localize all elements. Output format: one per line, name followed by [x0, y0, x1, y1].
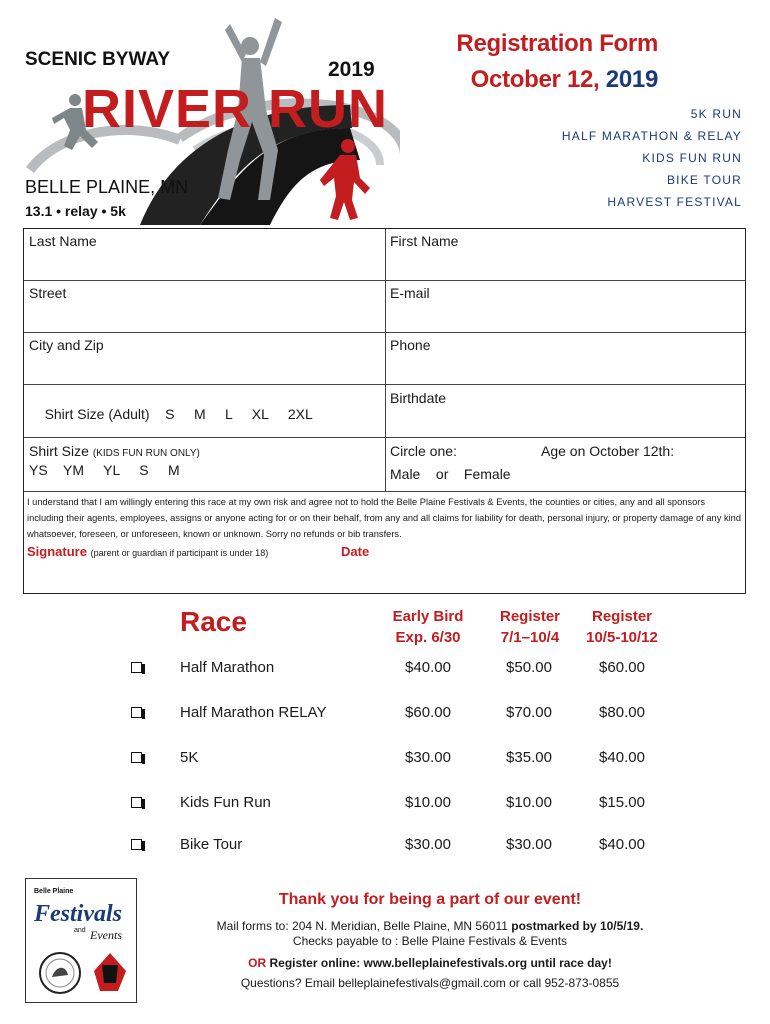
phone-field[interactable] — [385, 333, 745, 384]
col-register-2-line2: 10/5-10/12 — [586, 629, 658, 646]
price-register-2: $40.00 — [599, 749, 645, 766]
price-register-1: $10.00 — [506, 794, 552, 811]
checkbox-half-marathon[interactable] — [131, 662, 142, 673]
mail-instructions — [180, 919, 680, 933]
price-early-bird: $60.00 — [405, 704, 451, 721]
email-label: E-mail — [390, 285, 430, 301]
event-item: 5K RUN — [690, 107, 742, 121]
email-field[interactable] — [385, 281, 745, 332]
race-name: Half Marathon — [180, 659, 275, 676]
event-item: BIKE TOUR — [666, 173, 742, 187]
river-run-logo-graphic — [20, 10, 400, 230]
gender-age-field[interactable] — [385, 439, 745, 491]
shirt-size-kids-note: (KIDS FUN RUN ONLY) — [92, 448, 200, 459]
price-early-bird: $30.00 — [405, 749, 451, 766]
price-register-1: $50.00 — [506, 659, 552, 676]
birthdate-label: Birthdate — [390, 390, 447, 406]
event-date — [471, 66, 658, 94]
event-date-text: October 12, — [470, 66, 606, 93]
race-row-half-marathon-relay — [0, 703, 770, 723]
price-register-2: $15.00 — [599, 794, 645, 811]
race-row-half-marathon — [0, 658, 770, 678]
last-name-label: Last Name — [29, 233, 97, 249]
checkbox-kids-fun-run[interactable] — [131, 797, 142, 808]
date-field[interactable] — [341, 544, 369, 559]
price-early-bird: $30.00 — [405, 836, 451, 853]
river-run-logo — [20, 10, 400, 230]
race-row-kids-fun-run — [0, 793, 770, 813]
age-label: Age on October 12th: — [541, 443, 675, 459]
event-item: KIDS FUN RUN — [642, 151, 742, 165]
first-name-field[interactable] — [385, 229, 745, 280]
form-title: Registration Form — [456, 30, 658, 57]
race-name: 5K — [180, 749, 199, 766]
col-register-1 — [480, 606, 580, 648]
festivals-logo-small: Belle Plaine — [34, 888, 74, 895]
price-register-2: $40.00 — [599, 836, 645, 853]
festivals-logo-and: and — [74, 927, 86, 934]
race-name: Bike Tour — [180, 836, 243, 853]
city-zip-field[interactable] — [24, 333, 385, 384]
thank-you-message: Thank you for being a part of our event! — [278, 891, 582, 908]
race-row-5k — [0, 748, 770, 768]
shirt-size-adult-field[interactable] — [24, 386, 385, 437]
price-early-bird: $40.00 — [405, 659, 451, 676]
festivals-logo — [25, 878, 137, 1003]
race-name: Kids Fun Run — [180, 794, 271, 811]
race-name: Half Marathon RELAY — [180, 704, 327, 721]
col-early-bird-line1: Early Bird — [392, 608, 464, 625]
shirt-size-kids-field[interactable] — [24, 439, 385, 491]
price-register-2: $80.00 — [599, 704, 645, 721]
first-name-label: First Name — [390, 233, 459, 249]
price-early-bird: $10.00 — [405, 794, 451, 811]
checkbox-5k[interactable] — [131, 752, 142, 763]
col-register-2-line1: Register — [591, 608, 653, 625]
col-register-2 — [572, 606, 672, 648]
logo-place: BELLE PLAINE, MN — [25, 177, 189, 197]
signature-note: (parent or guardian if participant is under 18) — [90, 548, 269, 558]
registration-form-grid — [23, 228, 746, 594]
logo-top-text: SCENIC BYWAY — [25, 49, 170, 70]
phone-label: Phone — [390, 337, 431, 353]
mail-address: Mail forms to: 204 N. Meridian, Belle Plaine, MN 56011 — [216, 919, 512, 933]
circle-one-label: Circle one: — [390, 443, 457, 459]
last-name-field[interactable] — [24, 229, 385, 280]
waiver-text: I understand that I am willingly entering this race at my own risk and agree not to hold the Belle Plaine Festivals & Events, the counties or cities, any and all sponsors including their agents, employees, assigns or anyone acting for or on their behalf, from any and all claims for liability for death, personal injury, or property damage of any kind whatsoever, foreseen, or unforeseen, known or unknown. Sorry no refunds or bib transfers. — [27, 497, 742, 539]
price-register-2: $60.00 — [599, 659, 645, 676]
event-item: HARVEST FESTIVAL — [607, 195, 742, 209]
street-field[interactable] — [24, 281, 385, 332]
event-date-year: 2019 — [605, 66, 658, 93]
register-online-link[interactable]: Register online: www.belleplainefestivals.org until race day! — [266, 956, 612, 970]
logo-year: 2019 — [328, 58, 375, 81]
register-online — [180, 956, 680, 970]
city-zip-label: City and Zip — [29, 337, 104, 353]
event-list — [562, 103, 742, 213]
questions-contact: Questions? Email belleplainefestivals@gmail.com or call 952-873-0855 — [240, 976, 620, 990]
street-label: Street — [29, 285, 67, 301]
shirt-size-adult-label: Shirt Size (Adult) S M L XL 2XL — [44, 406, 313, 422]
shirt-size-kids-label: Shirt Size — [29, 443, 89, 459]
festivals-logo-main: Festivals — [34, 901, 122, 927]
event-item: HALF MARATHON & RELAY — [561, 129, 742, 143]
race-heading: Race — [180, 606, 247, 637]
logo-name: RIVER RUN — [82, 79, 389, 139]
shirt-size-kids-options: YS YM YL S M — [29, 462, 180, 478]
logo-tagline: 13.1 • relay • 5k — [25, 203, 126, 219]
festivals-logo-graphic — [26, 879, 136, 1002]
gender-options: Male or Female — [390, 466, 511, 482]
col-register-1-line2: 7/1–10/4 — [500, 629, 560, 646]
date-label: Date — [341, 544, 370, 559]
postmark-deadline: postmarked by 10/5/19. — [511, 919, 644, 933]
price-register-1: $30.00 — [506, 836, 552, 853]
col-register-1-line1: Register — [499, 608, 561, 625]
col-early-bird-line2: Exp. 6/30 — [395, 629, 461, 646]
col-early-bird — [378, 606, 478, 648]
signature-field[interactable] — [27, 544, 268, 559]
birthdate-field[interactable] — [385, 386, 745, 437]
price-register-1: $70.00 — [506, 704, 552, 721]
race-row-bike-tour — [0, 835, 770, 855]
checks-payable: Checks payable to : Belle Plaine Festivals & Events — [292, 934, 568, 948]
checkbox-half-marathon-relay[interactable] — [131, 707, 142, 718]
signature-label: Signature — [27, 544, 87, 559]
festivals-logo-events: Events — [90, 928, 122, 942]
or-label: OR — [248, 956, 267, 970]
price-register-1: $35.00 — [506, 749, 552, 766]
checkbox-bike-tour[interactable] — [131, 839, 142, 850]
